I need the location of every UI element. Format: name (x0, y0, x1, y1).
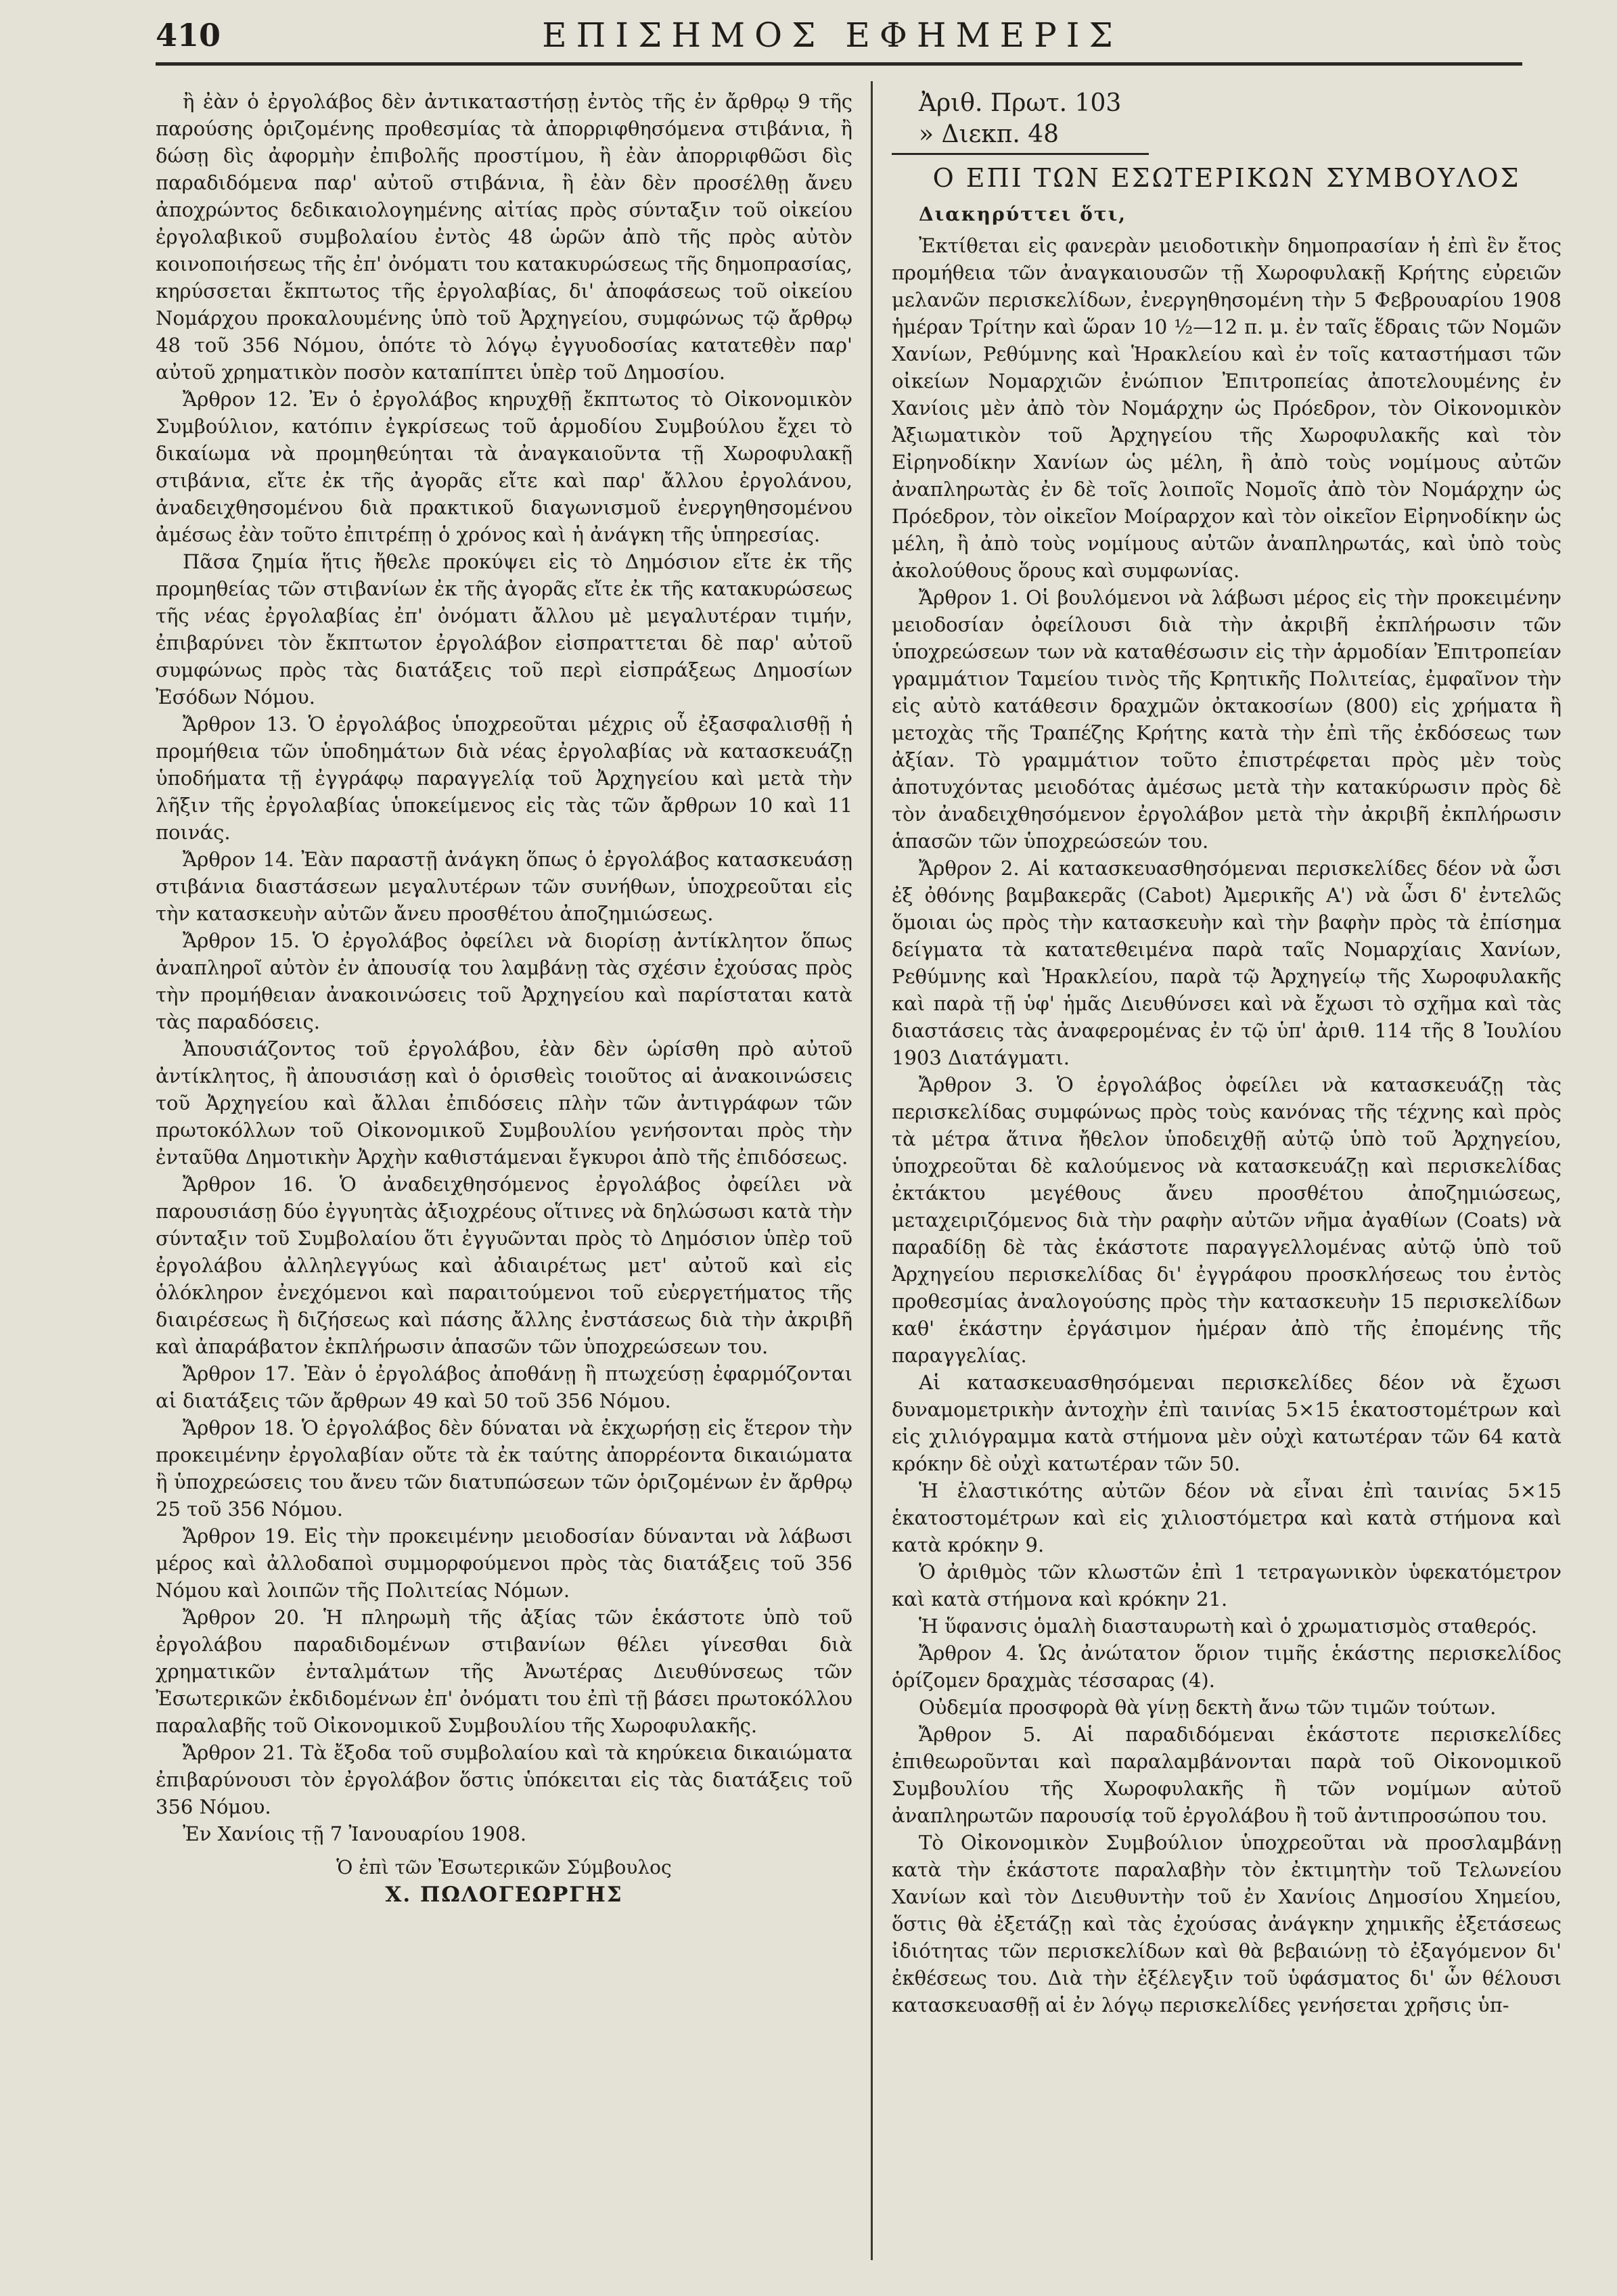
paragraph: Πᾶσα ζημία ἥτις ἤθελε προκύψει εἰς τὸ Δημόσιον εἴτε ἐκ τῆς προμηθείας τῶν στιβανίων ἐκ τῆς ἀγορᾶς εἴτε ἐκ τῆς κατακυρώσεως τῆς νέας ἐργολαβίας ἐπ' ὀνόματι ἄλλου μὲ μεγαλυτέραν τιμήν, ἐπιβαρύνει τὸν ἔκπτωτον ἐργολάβον εἰσπραττεται δὲ παρ' αὐτοῦ συμφώνως πρὸς τὰς διατάξεις τοῦ περὶ εἰσπράξεως Δημοσίων Ἐσόδων Νόμου. (156, 550, 852, 708)
article-21: Ἄρθρον 21. Τὰ ἔξοδα τοῦ συμβολαίου καὶ τὰ κηρύκεια δικαιώματα ἐπιβαρύνουσι τὸν ἐργολάβον ὅστις ὑπόκειται εἰς τὰς διατάξεις τοῦ 356 Νόμου. (156, 1741, 852, 1818)
article-16: Ἄρθρον 16. Ὁ ἀναδειχθησόμενος ἐργολάβος ὀφείλει νὰ παρουσιάσῃ δύο ἐγγυητὰς ἀξιοχρέους οἵτινες νὰ δηλώσωσι κατὰ τὴν σύνταξιν τοῦ Συμβολαίου ὅτι ἐγγυῶνται πρὸς τὸ Δημόσιον ὑπὲρ τοῦ ἐργολάβου ἀλληλεγγύως καὶ ἀδιαιρέτως μετ' αὐτοῦ καὶ εἰς ὁλόκληρον ἐνεχόμενοι καὶ παραιτούμενοι τοῦ εὐεργετήματος τῆς διαιρέσεως ἢ διζήσεως καὶ πάσης ἄλλης ἐνστάσεως διὰ τὴν ἀκριβῆ καὶ ἀπαράβατον ἐκπλήρωσιν ἁπασῶν τῶν ὑποχρεώσεων του. (156, 1173, 852, 1358)
date-line: Ἐν Χανίοις τῇ 7 Ἰανουαρίου 1908. (183, 1822, 527, 1845)
article-3: Ἄρθρον 3. Ὁ ἐργολάβος ὀφείλει νὰ κατασκευάζῃ τὰς περισκελίδας συμφώνως πρὸς τοὺς κανόνας τῆς τέχνης καὶ πρὸς τὰ μέτρα ἅτινα ἤθελον ὑποδειχθῇ αὐτῷ ὑπὸ τοῦ Ἀρχηγείου, ὑποχρεοῦται δὲ καλούμενος νὰ κατασκευάζῃ καὶ περισκελίδας ἐκτάκτου μεγέθους ἄνευ προσθέτου ἀποζημιώσεως, μεταχειριζόμενος διὰ τὴν ραφὴν αὐτῶν νῆμα ἀγαθίων (Coats) νὰ παραδίδῃ δὲ τὰς ἑκάστοτε παραγγελλομένας αὐτῷ ὑπὸ τοῦ Ἀρχηγείου περισκελίδας δι' ἐγγράφου προσκλήσεως του ἐντὸς προθεσμίας ἀναλογούσης πρὸς τὴν κατασκευὴν 15 περισκελίδων καθ' ἑκάστην ἐργάσιμον ἡμέραν ἀπὸ τῆς ἐπομένης τῆς παραγγελίας. (892, 1073, 1562, 1367)
reference-numbers (892, 88, 1562, 150)
paragraph: Ὁ ἀριθμὸς τῶν κλωστῶν ἐπὶ 1 τετραγωνικὸν ὑφεκατόμετρον καὶ κατὰ στήμονα καὶ κρόκην 21. (892, 1560, 1562, 1611)
article-12: Ἄρθρον 12. Ἐν ὁ ἐργολάβος κηρυχθῇ ἔκπτωτος τὸ Οἰκονομικὸν Συμβούλιον, κατόπιν ἐγκρίσεως τοῦ ἁρμοδίου Συμβούλου ἔχει τὸ δικαίωμα νὰ προμηθεύηται τὰ ἀναγκαιοῦντα τῇ Χωροφυλακῇ στιβάνια, εἴτε ἐκ τῆς ἀγορᾶς εἴτε καὶ παρ' ἄλλου ἐργολάνου, ἀναδειχθησομένου διὰ πρακτικοῦ διαγωνισμοῦ ἐνεργηθησομένου ἀμέσως ἐὰν τοῦτο ἐπιτρέπῃ ὁ χρόνος καὶ ἡ ἀνάγκη τῆς ὑπηρεσίας. (156, 388, 852, 546)
article-20: Ἄρθρον 20. Ἡ πληρωμὴ τῆς ἀξίας τῶν ἑκάστοτε ὑπὸ τοῦ ἐργολάβου παραδιδομένων στιβανίων θέλει γίνεσθαι διὰ χρηματικῶν ἐνταλμάτων τῆς Ἀνωτέρας Διευθύνσεως τῶν Ἐσωτερικῶν ἐκδιδομένων ἐπ' ὀνόματι του ἐπὶ τῇ βάσει πρωτοκόλλου παραλαβῆς τοῦ Οἰκονομικοῦ Συμβουλίου τῆς Χωροφυλακῆς. (156, 1606, 852, 1737)
paragraph: Οὐδεμία προσφορὰ θὰ γίνῃ δεκτὴ ἄνω τῶν τιμῶν τούτων. (919, 1696, 1497, 1719)
signature-role: Ὁ ἐπὶ τῶν Ἐσωτερικῶν Σύμβουλος (336, 1856, 672, 1878)
paragraph: Ἡ ὕφανσις ὁμαλὴ διασταυρωτὴ καὶ ὁ χρωματισμὸς σταθερός. (919, 1615, 1537, 1638)
reference-rule (892, 153, 1149, 155)
article-5: Ἄρθρον 5. Αἱ παραδιδόμεναι ἑκάστοτε περισκελίδες ἐπιθεωροῦνται καὶ παραλαμβάνονται παρὰ τοῦ Οἰκονομικοῦ Συμβουλίου τῆς Χωροφυλακῆς ἢ τῶν νομίμων αὐτοῦ ἀναπληρωτῶν παρουσίᾳ τοῦ ἐργολάβου ἢ τοῦ ἀντιπροσώπου του. (892, 1723, 1562, 1827)
header-rule (156, 62, 1522, 66)
dispatch-number: » Διεκπ. 48 (919, 120, 1060, 148)
notice-heading: Ο ΕΠΙ ΤΩΝ ΕΣΩΤΕΡΙΚΩΝ ΣΥΜΒΟΥΛΟΣ (932, 163, 1521, 193)
left-column (156, 88, 852, 1908)
article-4: Ἄρθρον 4. Ὡς ἀνώτατον ὅριον τιμῆς ἑκάστης περισκελίδος ὁρίζομεν δραχμὰς τέσσαρας (4). (892, 1642, 1562, 1692)
column-divider (871, 81, 873, 2260)
article-19: Ἄρθρον 19. Εἰς τὴν προκειμένην μειοδοσίαν δύνανται νὰ λάβωσι μέρος καὶ ἀλλοδαποὶ συμμορφούμενοι πρὸς τὰς διατάξεις τοῦ 356 Νόμου καὶ λοιπῶν τῆς Πολιτείας Νόμων. (156, 1525, 852, 1602)
protocol-number: Ἀριθ. Πρωτ. 103 (919, 89, 1122, 117)
article-17: Ἄρθρον 17. Ἐὰν ὁ ἐργολάβος ἀποθάνῃ ἢ πτωχεύσῃ ἐφαρμόζονται αἱ διατάξεις τῶν ἄρθρων 49 καὶ 50 τοῦ 356 Νόμου. (156, 1362, 852, 1412)
paragraph: Ἐκτίθεται εἰς φανερὰν μειοδοτικὴν δημοπρασίαν ἡ ἐπὶ ἓν ἔτος προμήθεια τῶν ἀναγκαιουσῶν τῇ Χωροφυλακῇ Κρήτης εὐρειῶν μελανῶν περισκελίδων, ἐνεργηθησομένη τὴν 5 Φεβρουαρίου 1908 ἡμέραν Τρίτην καὶ ὥραν 10 ½—12 π. μ. ἐν ταῖς ἕδραις τῶν Νομῶν Χανίων, Ρεθύμνης καὶ Ἡρακλείου καὶ ἐν τοῖς καταστήμασι τῶν οἰκείων Νομαρχιῶν ἐνώπιον Ἐπιτροπείας ἀποτελουμένης ἐν Χανίοις μὲν ἀπὸ τὸν Νομάρχην ὡς Πρόεδρον, τὸν Οἰκονομικὸν Ἀξιωματικὸν τοῦ Ἀρχηγείου τῆς Χωροφυλακῆς καὶ τὸν Εἰρηνοδίκην Χανίων ὡς μέλη, ἢ ἀπὸ τοὺς νομίμους αὐτῶν ἀναπληρωτὰς ἐν δὲ τοῖς λοιποῖς Νομοῖς ἀπὸ τὸν Νομάρχην ὡς Πρόεδρον, τὸν οἰκεῖον Μοίραρχον καὶ τὸν οἰκεῖον Εἰρηνοδίκην ὡς μέλη, ἢ ἀπὸ τοὺς νομίμους αὐτῶν ἀναπληρωτάς, καὶ ὑπὸ τοὺς ἀκολούθους ὅρους καὶ συμφωνίας. (892, 234, 1562, 582)
page-number: 410 (156, 17, 221, 53)
paragraph: Ἡ ἐλαστικότης αὐτῶν δέον νὰ εἶναι ἐπὶ ταινίας 5×15 ἑκατοστομέτρων καὶ εἰς χιλιοστόμετρα καὶ κατὰ στήμονα καὶ κατὰ κρόκην 9. (892, 1479, 1562, 1556)
article-1: Ἄρθρον 1. Οἱ βουλόμενοι νὰ λάβωσι μέρος εἰς τὴν προκειμένην μειοδοσίαν ὀφείλουσι διὰ τὴν ἀκριβῆ ἐκπλήρωσιν τῶν ὑποχρεώσεων των νὰ καταθέσωσιν εἰς τὴν ἁρμοδίαν Ἐπιτροπείαν γραμμάτιον Ταμείου τινὸς τῆς Κρητικῆς Πολιτείας, ἐμφαῖνον τὴν εἰς αὐτὸ κατάθεσιν δραχμῶν ὀκτακοσίων (800) εἰς χρήματα ἢ μετοχὰς τῆς Τραπέζης Κρήτης κατὰ τὴν ἐπὶ τῆς ἐκδόσεως των ἀξίαν. Τὸ γραμμάτιον τοῦτο ἐπιστρέφεται πρὸς μὲν τοὺς ἀποτυχόντας μειοδότας ἀμέσως μετὰ τὴν κατακύρωσιν πρὸς δὲ τὸν ἀναδειχθησόμενον ἐργολάβον μετὰ τὴν ἀκριβῆ ἐκπλήρωσιν ἁπασῶν τῶν ὑποχρεώσεών του. (892, 586, 1562, 853)
paragraph: Αἱ κατασκευασθησόμεναι περισκελίδες δέον νὰ ἔχωσι δυναμομετρικὴν ἀντοχὴν ἐπὶ ταινίας 5×15 ἑκατοστομέτρων καὶ εἰς χιλιόγραμμα κατὰ στήμονα μὲν οὐχὶ κατωτέραν τῶν 64 κατὰ κρόκην δὲ οὐχὶ κατωτέραν τῶν 50. (892, 1371, 1562, 1475)
signature-name: Χ. ΠΩΛΟΓΕΩΡΓΗΣ (385, 1883, 623, 1907)
page-header (156, 15, 1522, 55)
gazette-title: ΕΠΙΣΗΜΟΣ ΕΦΗΜΕΡΙΣ (542, 16, 1122, 55)
article-14: Ἄρθρον 14. Ἐὰν παραστῇ ἀνάγκη ὅπως ὁ ἐργολάβος κατασκευάσῃ στιβάνια διαστάσεων μεγαλυτέρων τῶν συνήθων, ὑποχρεοῦται εἰς τὴν κατασκευὴν αὐτῶν ἄνευ προσθέτου ἀποζημιώσεως. (156, 848, 852, 925)
paragraph: Τὸ Οἰκονομικὸν Συμβούλιον ὑποχρεοῦται νὰ προσλαμβάνῃ κατὰ τὴν ἑκάστοτε παραλαβὴν τὸν ἐκτιμητὴν τοῦ Τελωνείου Χανίων καὶ τὸν Διευθυντὴν τοῦ ἐν Χανίοις Δημοσίου Χημείου, ὅστις θὰ ἐξετάζῃ καὶ τὰς ἐχούσας ἀνάγκην χημικῆς ἐξετάσεως ἰδιότητας τῶν περισκελίδων καὶ θὰ βεβαιώνῃ τὸ ἐξαγόμενον δι' ἐκθέσεως του. Διὰ τὴν ἐξέλεγξιν τοῦ ὑφάσματος δι' ὧν θέλουσι κατασκευασθῇ αἱ ἐν λόγῳ περισκελίδες γενήσεται χρῆσις ὑπ- (892, 1831, 1562, 2017)
right-column (892, 88, 1562, 2019)
paragraph: Ἀπουσιάζοντος τοῦ ἐργολάβου, ἐὰν δὲν ὡρίσθη πρὸ αὐτοῦ ἀντίκλητος, ἢ ἀπουσιάσῃ καὶ ὁ ὁρισθεὶς τοιοῦτος αἱ ἀνακοινώσεις τοῦ Ἀρχηγείου καὶ ἄλλαι ἐπιδόσεις πλὴν τῶν ἀντιγράφων τῶν πρωτοκόλλων τοῦ Οἰκονομικοῦ Συμβουλίου γενήσονται πρὸς τὴν ἐνταῦθα Δημοτικὴν Ἀρχὴν καθιστάμεναι ἔγκυροι ἀπὸ τῆς ἐπιδόσεως. (156, 1037, 852, 1169)
signature-block (156, 1854, 852, 1908)
article-15: Ἄρθρον 15. Ὁ ἐργολάβος ὀφείλει νὰ διορίσῃ ἀντίκλητον ὅπως ἀναπληροῖ αὐτὸν ἐν ἀπουσίᾳ του λαμβάνῃ τὰς σχέσιν ἐχούσας πρὸς τὴν προμήθειαν ἀνακοινώσεις τοῦ Ἀρχηγείου καὶ παρίσταται κατὰ τὰς παραδόσεις. (156, 929, 852, 1033)
article-13: Ἄρθρον 13. Ὁ ἐργολάβος ὑποχρεοῦται μέχρις οὗ ἐξασφαλισθῇ ἡ προμήθεια τῶν ὑποδημάτων διὰ νέας ἐργολαβίας νὰ κατασκευάζῃ ὑποδήματα τῇ ἐγγράφῳ παραγγελίᾳ τοῦ Ἀρχηγείου καὶ μετὰ τὴν λῆξιν τῆς ἐργολαβίας ὑποκείμενος εἰς τὰς τῶν ἄρθρων 10 καὶ 11 ποινάς. (156, 713, 852, 844)
paragraph: ἢ ἐὰν ὁ ἐργολάβος δὲν ἀντικαταστήσῃ ἐντὸς τῆς ἐν ἄρθρῳ 9 τῆς παρούσης ὁριζομένης προθεσμίας τὰ ἀπορριφθησόμενα στιβάνια, ἢ δώσῃ δὶς ἀφορμὴν ἐπιβολῆς προστίμου, ἢ ἐὰν ἀπορριφθῶσι δὶς παραδιδόμενα παρ' αὐτοῦ στιβάνια, ἢ ἐὰν δὲν προσέλθῃ ἄνευ ἀποχρώντος δεδικαιολογημένης αἰτίας πρὸς σύνταξιν τοῦ οἰκείου ἐργολαβικοῦ συμβολαίου ἐντὸς 48 ὡρῶν ἀπὸ τῆς πρὸς αὐτὸν κοινοποιήσεως τῆς ἐπ' ὀνόματι του κατακυρώσεως τῆς δημοπρασίας, κηρύσσεται ἔκπτωτος τῆς ἐργολαβίας, δι' ἀποφάσεως τοῦ οἰκείου Νομάρχου προκαλουμένης ὑπὸ τοῦ Ἀρχηγείου, συμφώνως τῷ ἄρθρῳ 48 τοῦ 356 Νόμου, ὁπότε τὸ λόγῳ ἐγγυοδοσίας κατατεθὲν παρ' αὐτοῦ χρηματικὸν ποσὸν καταπίπτει ὑπὲρ τοῦ Δημοσίου. (156, 90, 852, 384)
notice-subheading: Διακηρύττει ὅτι, (919, 203, 1127, 225)
article-18: Ἄρθρον 18. Ὁ ἐργολάβος δὲν δύναται νὰ ἐκχωρήσῃ εἰς ἕτερον τὴν προκειμένην ἐργολαβίαν οὔτε τὰ ἐκ ταύτης ἀπορρέοντα δικαιώματα ἢ ὑποχρεώσεις του ἄνευ τῶν διατυπώσεων τῶν ὁριζομένων ἐν ἄρθρῳ 25 τοῦ 356 Νόμου. (156, 1416, 852, 1521)
article-2: Ἄρθρον 2. Αἱ κατασκευασθησόμεναι περισκελίδες δέον νὰ ὦσι ἐξ ὀθόνης βαμβακερᾶς (Cabot) Ἀμερικῆς Α') νὰ ὦσι δ' ἐντελῶς ὅμοιαι ὡς πρὸς τὴν κατασκευὴν καὶ τὴν βαφὴν πρὸς τὰ ἐπίσημα δείγματα τὰ κατατεθειμένα παρὰ ταῖς Νομαρχίαις Χανίων, Ρεθύμνης καὶ Ἡρακλείου, παρὰ τῷ Ἀρχηγείῳ τῆς Χωροφυλακῆς καὶ παρὰ τῇ ὑφ' ἡμᾶς Διευθύνσει καὶ νὰ ἔχωσι τὸ σχῆμα καὶ τὰς διαστάσεις τὰς ἀναφερομένας ἐν τῷ ὑπ' ἀριθ. 114 τῆς 8 Ἰουλίου 1903 Διατάγματι. (892, 857, 1562, 1069)
